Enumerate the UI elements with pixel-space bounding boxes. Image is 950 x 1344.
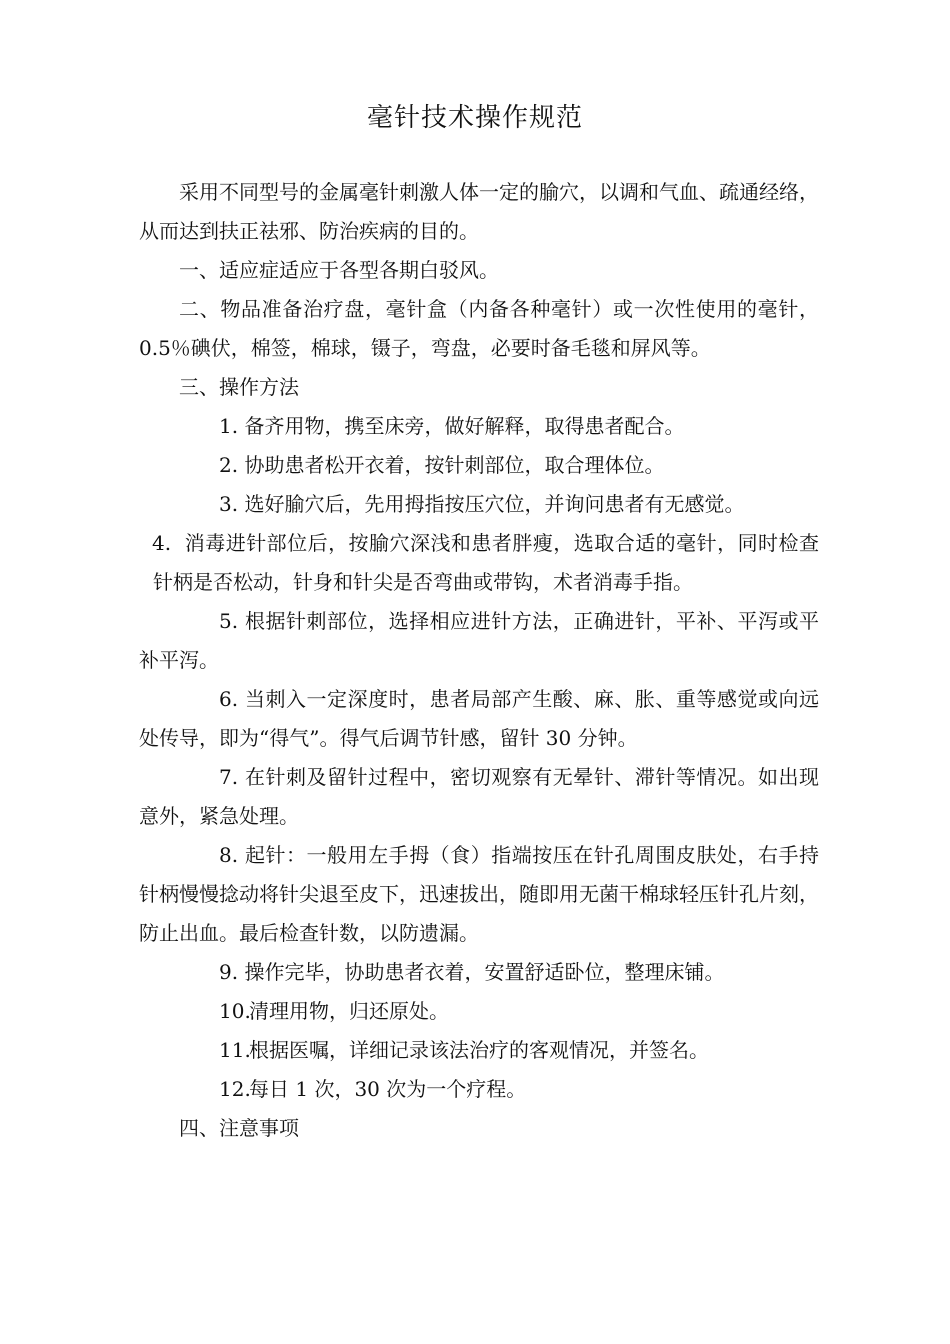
section-procedure-heading: 三、操作方法 <box>179 375 299 399</box>
intro-paragraph: 采用不同型号的金属毫针刺激人体一定的腧穴，以调和气血、疏通经络，从而达到扶正祛邪、防治疾病的目的。 <box>139 180 819 243</box>
step-5 <box>139 602 819 680</box>
step-number: 10. <box>219 999 251 1023</box>
step-12 <box>139 1070 819 1109</box>
step-1 <box>139 407 819 446</box>
step-number: 11. <box>219 1038 251 1062</box>
step-text: 协助患者松开衣着，按针刺部位，取合理体位。 <box>244 453 665 477</box>
step-number: 1. <box>219 414 239 438</box>
step-number: 12. <box>219 1077 251 1101</box>
step-text: 清理用物，归还原处。 <box>249 999 449 1023</box>
step-number: 2. <box>219 453 239 477</box>
section-precautions-heading: 四、注意事项 <box>179 1116 299 1140</box>
step-10 <box>139 992 819 1031</box>
step-text: 操作完毕，协助患者衣着，安置舒适卧位，整理床铺。 <box>244 960 725 984</box>
step-text: 选好腧穴后，先用拇指按压穴位，并询问患者有无感觉。 <box>244 492 745 516</box>
step-text: 消毒进针部位后，按腧穴深浅和患者胖瘦，选取合适的毫针，同时检查针柄是否松动，针身和针尖是否弯曲或带钩，术者消毒手指。 <box>153 531 820 594</box>
step-2 <box>139 446 819 485</box>
document-body <box>139 173 819 1148</box>
step-text: 当刺入一定深度时，患者局部产生酸、麻、胀、重等感觉或向远处传导，即为“得气”。得气后调节针感，留针 30 分钟。 <box>139 687 820 750</box>
step-number: 7. <box>219 765 239 789</box>
section-materials: 二、物品准备治疗盘，毫针盒（内备各种毫针）或一次性使用的毫针，0.5％碘伏，棉签，棉球，镊子，弯盘，必要时备毛毯和屏风等。 <box>139 297 819 360</box>
step-number: 3. <box>219 492 239 516</box>
page-title: 毫针技术操作规范 <box>366 103 583 133</box>
step-text: 备齐用物，携至床旁，做好解释，取得患者配合。 <box>244 414 685 438</box>
step-8 <box>139 836 819 953</box>
step-number: 5. <box>219 609 239 633</box>
step-7 <box>139 758 819 836</box>
step-3 <box>139 485 819 524</box>
section-indications: 一、适应症适应于各型各期白驳风。 <box>179 258 499 282</box>
step-text: 在针刺及留针过程中，密切观察有无晕针、滞针等情况。如出现意外，紧急处理。 <box>139 765 820 828</box>
step-text: 根据医嘱，详细记录该法治疗的客观情况，并签名。 <box>249 1038 709 1062</box>
step-number: 8. <box>219 843 239 867</box>
step-6 <box>139 680 819 758</box>
step-number: 6. <box>219 687 239 711</box>
step-4 <box>139 524 819 602</box>
step-text: 每日 1 次，30 次为一个疗程。 <box>249 1077 527 1101</box>
step-11 <box>139 1031 819 1070</box>
step-text: 根据针刺部位，选择相应进针方法，正确进针，平补、平泻或平补平泻。 <box>139 609 820 672</box>
step-number: 4. <box>152 531 172 555</box>
step-number: 9. <box>219 960 239 984</box>
step-9 <box>139 953 819 992</box>
step-text: 起针：一般用左手拇（食）指端按压在针孔周围皮肤处，右手持针柄慢慢捻动将针尖退至皮下，迅速拔出，随即用无菌干棉球轻压针孔片刻，防止出血。最后检查针数，以防遗漏。 <box>139 843 820 945</box>
